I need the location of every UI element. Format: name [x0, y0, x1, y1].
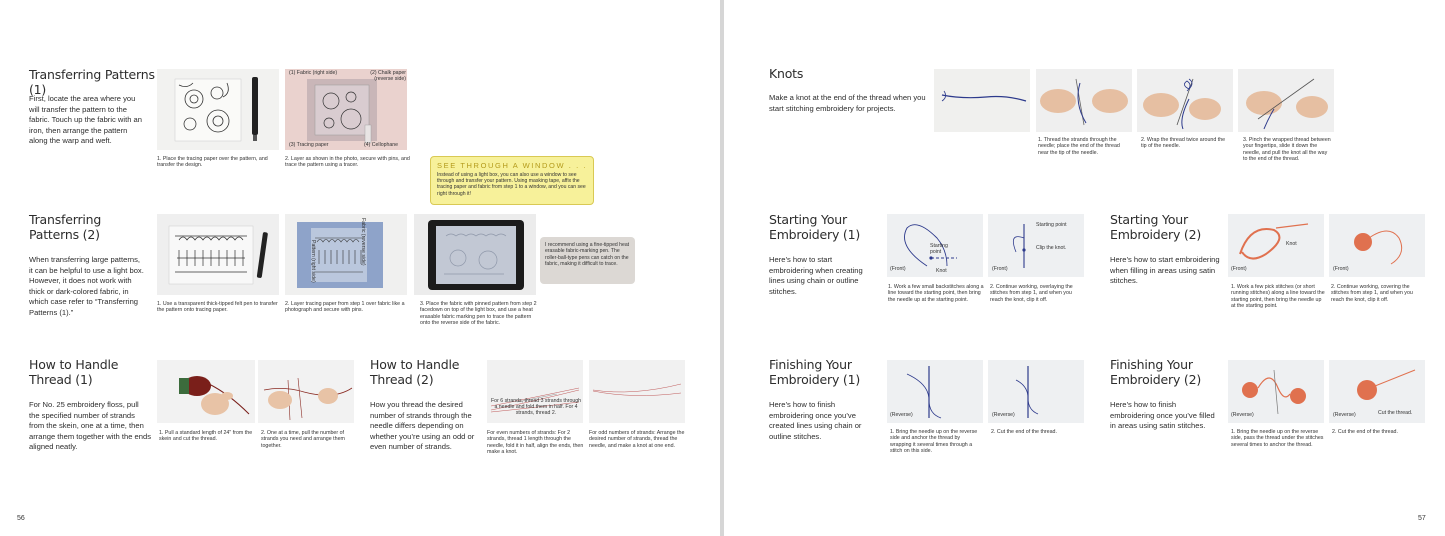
section-body-knots: Make a knot at the end of the thread when you start stitching embroidery for projects.	[769, 93, 926, 113]
label-starting-point-2: Starting point	[1036, 222, 1067, 228]
caption-knot-step-2: 2. Wrap the thread twice around the tip of the needle.	[1141, 137, 1226, 150]
label-starting-point: Starting point	[930, 243, 948, 255]
section-title-finish-1: Finishing Your Embroidery (1)	[769, 357, 861, 387]
caption-thread-1-step-1: 1. Pull a standard length of 24" from the skein and cut the thread.	[159, 430, 253, 443]
label-reverse-3: (Reverse)	[1231, 412, 1254, 418]
photo-knot-step-3	[1238, 69, 1334, 132]
photo-odd-strands	[589, 360, 685, 423]
section-title-thread-2: How to Handle Thread (2)	[370, 357, 460, 387]
label-cut-the-thread: Cut the thread.	[1378, 410, 1413, 416]
label-cellophane: (4) Cellophane	[364, 142, 399, 148]
note-box-pen-tip	[540, 237, 635, 284]
caption-transfer-2-step-1: 1. Use a transparent thick-tipped felt pen to transfer the pattern onto tracing paper.	[157, 301, 278, 314]
label-pattern-right-side: Pattern (right side)	[310, 240, 316, 283]
label-tracing-paper: (3) Tracing paper	[289, 142, 329, 148]
label-fabric-reverse-side: Fabric (reverse side)	[360, 218, 366, 266]
photo-pull-strands	[258, 360, 354, 423]
photo-knot-step-2	[1137, 69, 1233, 132]
caption-start-2-step-2: 2. Continue working, covering the stitches from step 1, and when you reach the knot, clip it off.	[1331, 284, 1413, 303]
label-fabric-right-side: (1) Fabric (right side)	[289, 70, 338, 76]
label-knot: Knot	[936, 268, 947, 274]
section-body-thread-2: How you thread the desired number of strands through the needle differs depending on whether you’re using an odd or even number of strands.	[370, 400, 475, 452]
section-title-thread-1: How to Handle Thread (1)	[29, 357, 119, 387]
photo-light-box	[414, 214, 536, 295]
photo-pattern-on-blue-fabric	[285, 214, 407, 295]
label-front-4: (Front)	[1333, 266, 1349, 272]
tip-title: SEE THROUGH A WINDOW . . .	[437, 161, 588, 170]
caption-start-1-step-2: 2. Continue working, overlaying the stitches from step 1, and when you reach the knot, clip it off.	[990, 284, 1073, 303]
caption-transfer-1-step-2: 2. Layer as shown in the photo, secure with pins, and trace the pattern using a tracer.	[285, 156, 410, 169]
caption-transfer-2-step-3: 3. Place the fabric with pinned pattern from step 2 facedown on top of the light box, and use a heat erasable fabric marking pen to trace the pattern onto the reverse side of the fabric.	[420, 301, 537, 327]
caption-transfer-1-step-1: 1. Place the tracing paper over the pattern, and transfer the design.	[157, 156, 268, 169]
label-chalk-paper: (2) Chalk paper (reverse side)	[370, 70, 406, 82]
section-body-finish-2: Here’s how to finish embroidering once you’ve filled in areas using satin stitches.	[1110, 400, 1215, 431]
label-front-3: (Front)	[1231, 266, 1247, 272]
label-front: (Front)	[890, 266, 906, 272]
section-body-finish-1: Here’s how to finish embroidering once you’ve created lines using chain or outline stitches.	[769, 400, 862, 441]
section-body-start-1: Here’s how to start embroidering when creating lines using chain or outline stitches.	[769, 255, 863, 296]
caption-finish-1-step-1: 1. Bring the needle up on the reverse side and anchor the thread by wrapping it several times through a stitch on this side.	[890, 429, 978, 455]
caption-start-1-step-1: 1. Work a few small backstitches along a line toward the starting point, then bring the needle up at the starting point.	[888, 284, 984, 303]
section-body-start-2: Here’s how to start embroidering when filling in areas using satin stitches.	[1110, 255, 1220, 286]
page-gutter	[720, 0, 724, 536]
note-body: I recommend using a fine-tipped heat erasable fabric-marking pen. The roller-ball-type pens can catch on the fabric, making it difficult to trace.	[545, 242, 630, 268]
photo-knot-step-1	[1036, 69, 1132, 132]
caption-knot-step-3: 3. Pinch the wrapped thread between your fingertips, slide it down the needle, and pull the knot all the way to the end of the thread.	[1243, 137, 1331, 163]
photo-felt-pen-tracing	[157, 214, 279, 295]
label-even-strands: For 6 strands, thread 3 strands through a needle and fold them in half. For 4 strands, thread 2.	[491, 398, 581, 416]
tip-box-window	[430, 156, 594, 205]
section-body-thread-1: For No. 25 embroidery floss, pull the specified number of strands from the skein, one at a time, then arrange them together with the ends aligned neatly.	[29, 400, 151, 452]
caption-finish-2-step-2: 2. Cut the end of the thread.	[1332, 429, 1398, 435]
caption-thread-1-step-2: 2. One at a time, pull the number of strands you need and arrange them together.	[261, 430, 345, 449]
caption-even-strands: For even numbers of strands: For 2 strands, thread 1 length through the needle, fold it in half, align the ends, then make a knot.	[487, 430, 584, 456]
label-clip-the-knot: Clip the knot.	[1036, 245, 1067, 251]
section-title-transfer-1: Transferring Patterns (1)	[29, 67, 155, 97]
caption-odd-strands: For odd numbers of strands: Arrange the desired number of strands, thread the needle, and make a knot at one end.	[589, 430, 685, 449]
caption-knot-step-1: 1. Thread the strands through the needle; place the end of the thread near the tip of the needle.	[1038, 137, 1120, 156]
caption-transfer-2-step-2: 2. Layer tracing paper from step 1 over fabric like a photograph and secure with pins.	[285, 301, 405, 314]
caption-start-2-step-1: 1. Work a few pick stitches (or short running stitches) along a line toward the starting point, then bring the needle up at the starting point.	[1231, 284, 1325, 310]
label-reverse: (Reverse)	[890, 412, 913, 418]
label-knot-2: Knot	[1286, 241, 1297, 247]
label-reverse-2: (Reverse)	[992, 412, 1015, 418]
page-number-right: 57	[1418, 515, 1426, 522]
section-title-knots: Knots	[769, 66, 804, 81]
photo-pull-skein	[157, 360, 255, 423]
label-front-2: (Front)	[992, 266, 1008, 272]
section-body-transfer-2: When transferring large patterns, it can be helpful to use a light box. However, it does not work with thick or dark-colored fabric, in which case refer to “Transferring Patterns (1).”	[29, 255, 144, 317]
caption-finish-1-step-2: 2. Cut the end of the thread.	[991, 429, 1057, 435]
section-body-transfer-1: First, locate the area where you will transfer the pattern to the fabric. Touch up the fabric with an iron, then arrange the pattern along the warp and weft.	[29, 94, 142, 146]
photo-thread-end	[934, 69, 1030, 132]
caption-finish-2-step-1: 1. Bring the needle up on the reverse side, pass the thread under the stitches several times to anchor the thread.	[1231, 429, 1324, 448]
tip-body: Instead of using a light box, you can also use a window to see through and transfer your pattern. Using masking tape, affix the tracing paper and fabric from step 1 to a window, and you can see right through it!	[437, 172, 586, 197]
photo-tracing-pattern	[157, 69, 279, 150]
section-title-start-2: Starting Your Embroidery (2)	[1110, 212, 1202, 242]
page-number-left: 56	[17, 515, 25, 522]
section-title-finish-2: Finishing Your Embroidery (2)	[1110, 357, 1202, 387]
label-reverse-4: (Reverse)	[1333, 412, 1356, 418]
section-title-transfer-2: Transferring Patterns (2)	[29, 212, 102, 242]
section-title-start-1: Starting Your Embroidery (1)	[769, 212, 861, 242]
